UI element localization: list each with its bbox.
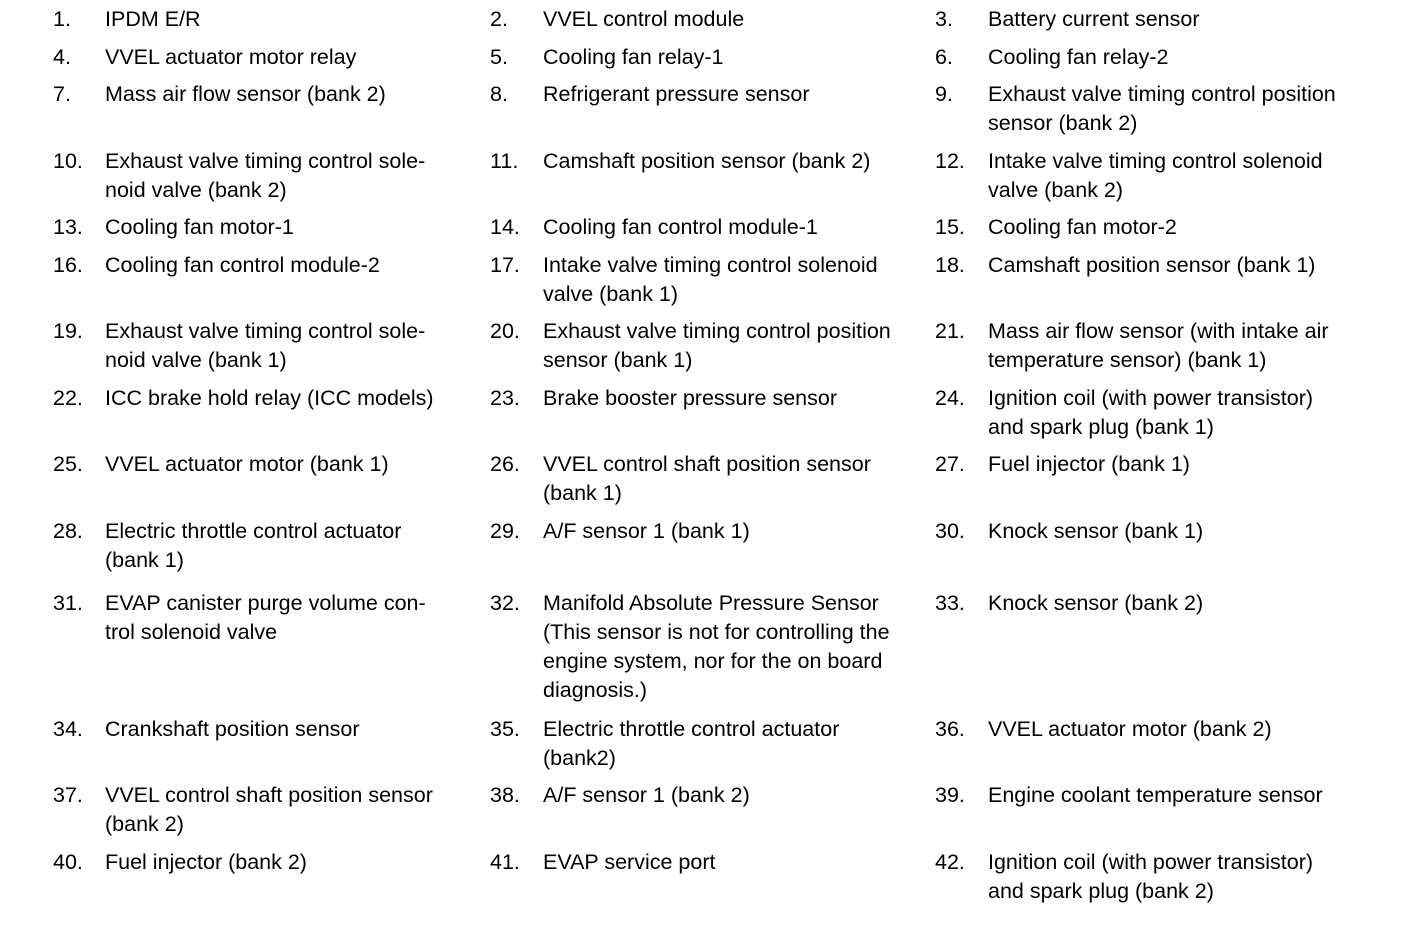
legend-item-label-line: VVEL control shaft position sensor [543, 452, 871, 476]
legend-item-label [543, 450, 871, 508]
legend-item-label [105, 450, 389, 479]
legend-item-number: 42. [935, 850, 965, 874]
legend-item-label [105, 80, 386, 109]
legend-item-label-line: (bank2) [543, 746, 616, 770]
legend-item-label-line: valve (bank 1) [543, 282, 679, 306]
legend-item-label-line: Knock sensor (bank 1) [988, 519, 1204, 543]
legend-item-label-line: Ignition coil (with power transistor) [988, 850, 1314, 874]
legend-item-label [543, 715, 839, 773]
legend-item-number: 28. [53, 519, 83, 543]
legend-item-number: 9. [935, 82, 953, 106]
legend-item-label [543, 213, 818, 242]
legend-item-number: 4. [53, 45, 71, 69]
legend-item-number: 38. [490, 783, 520, 807]
legend-item-label-line: VVEL actuator motor (bank 1) [105, 452, 389, 476]
legend-item-label [105, 848, 307, 877]
legend-item-label-line: VVEL actuator motor (bank 2) [988, 717, 1272, 741]
legend-item-label-line: A/F sensor 1 (bank 2) [543, 783, 750, 807]
legend-item-label [988, 384, 1313, 442]
legend-item-label [543, 589, 890, 705]
legend-item-label-line: A/F sensor 1 (bank 1) [543, 519, 750, 543]
legend-item-label-line: Intake valve timing control solenoid [988, 149, 1323, 173]
legend-item-number: 1. [53, 7, 71, 31]
legend-item-label [988, 589, 1203, 618]
legend-item-label-line: noid valve (bank 2) [105, 178, 287, 202]
legend-item-label-line: VVEL control shaft position sensor [105, 783, 433, 807]
legend-item-number: 31. [53, 591, 83, 615]
legend-item-label-line: trol solenoid valve [105, 620, 278, 644]
legend-item-label-line: valve (bank 2) [988, 178, 1124, 202]
legend-item-number: 40. [53, 850, 83, 874]
legend-item-number: 10. [53, 149, 83, 173]
legend-item-label-line: Cooling fan control module-1 [543, 215, 818, 239]
legend-item-label-line: Ignition coil (with power transistor) [988, 386, 1314, 410]
legend-item-label-line: Cooling fan relay-1 [543, 45, 724, 69]
legend-item-number: 33. [935, 591, 965, 615]
legend-item-label-line: Exhaust valve timing control sole- [105, 149, 426, 173]
legend-item-label [543, 147, 870, 176]
legend-item-label-line: diagnosis.) [543, 678, 647, 702]
legend-item-label-line: VVEL actuator motor relay [105, 45, 357, 69]
legend-item-number: 8. [490, 82, 508, 106]
legend-item-label-line: Fuel injector (bank 2) [105, 850, 307, 874]
legend-item-number: 20. [490, 319, 520, 343]
legend-item-label-line: ICC brake hold relay (ICC models) [105, 386, 434, 410]
legend-item-label [988, 43, 1168, 72]
legend-item-number: 39. [935, 783, 965, 807]
legend-item-label [105, 147, 425, 205]
legend-item-label [988, 251, 1315, 280]
legend-item-number: 14. [490, 215, 520, 239]
legend-item-label-line: Cooling fan motor-2 [988, 215, 1177, 239]
legend-item-label-line: Knock sensor (bank 2) [988, 591, 1204, 615]
legend-item-label-line: Intake valve timing control solenoid [543, 253, 878, 277]
legend-item-label [105, 251, 380, 280]
legend-item-label-line: Cooling fan relay-2 [988, 45, 1169, 69]
legend-item-label-line: engine system, nor for the on board [543, 649, 883, 673]
legend-item-label [988, 517, 1203, 546]
legend-item-label-line: IPDM E/R [105, 7, 201, 31]
legend-item-label [988, 781, 1323, 810]
legend-item-number: 41. [490, 850, 520, 874]
legend-item-label [543, 781, 750, 810]
legend-item-label-line: Camshaft position sensor (bank 2) [543, 149, 871, 173]
legend-item-label [988, 147, 1323, 205]
legend-item-label [105, 384, 434, 413]
legend-item-label-line: Refrigerant pressure sensor [543, 82, 810, 106]
legend-item-number: 16. [53, 253, 83, 277]
legend-item-label-line: (bank 1) [105, 548, 184, 572]
legend-item-number: 32. [490, 591, 520, 615]
legend-item-label-line: Mass air flow sensor (with intake air [988, 319, 1329, 343]
legend-item-label-line: Electric throttle control actuator [105, 519, 402, 543]
legend-item-number: 12. [935, 149, 965, 173]
legend-item-label-line: EVAP service port [543, 850, 716, 874]
legend-item-label [105, 317, 425, 375]
legend-item-label-line: Exhaust valve timing control position [988, 82, 1336, 106]
legend-item-label-line: Engine coolant temperature sensor [988, 783, 1323, 807]
legend-item-number: 5. [490, 45, 508, 69]
legend-item-label-line: Camshaft position sensor (bank 1) [988, 253, 1316, 277]
legend-item-label-line: (bank 2) [105, 812, 184, 836]
legend-item-label [543, 251, 878, 309]
legend-item-number: 30. [935, 519, 965, 543]
legend-item-label-line: noid valve (bank 1) [105, 348, 287, 372]
legend-item-label [543, 384, 837, 413]
legend-item-number: 7. [53, 82, 71, 106]
legend-item-number: 13. [53, 215, 83, 239]
legend-item-label-line: sensor (bank 2) [988, 111, 1138, 135]
legend-item-number: 23. [490, 386, 520, 410]
legend-item-number: 24. [935, 386, 965, 410]
legend-item-label-line: sensor (bank 1) [543, 348, 693, 372]
legend-item-label-line: Exhaust valve timing control sole- [105, 319, 426, 343]
legend-item-number: 17. [490, 253, 520, 277]
legend-item-number: 2. [490, 7, 508, 31]
legend-item-number: 19. [53, 319, 83, 343]
legend-item-number: 37. [53, 783, 83, 807]
legend-item-label-line: VVEL control module [543, 7, 745, 31]
legend-item-label [543, 317, 891, 375]
legend-item-label-line: EVAP canister purge volume con- [105, 591, 426, 615]
legend-item-label-line: temperature sensor) (bank 1) [988, 348, 1267, 372]
legend-item-label [543, 5, 744, 34]
legend-item-label-line: Crankshaft position sensor [105, 717, 360, 741]
legend-item-number: 26. [490, 452, 520, 476]
legend-item-label-line: Cooling fan motor-1 [105, 215, 294, 239]
legend-item-number: 6. [935, 45, 953, 69]
legend-item-label-line: and spark plug (bank 2) [988, 879, 1214, 903]
legend-item-label-line: Exhaust valve timing control position [543, 319, 891, 343]
legend-item-label-line: Fuel injector (bank 1) [988, 452, 1190, 476]
legend-item-number: 3. [935, 7, 953, 31]
legend-item-number: 15. [935, 215, 965, 239]
legend-item-label-line: Brake booster pressure sensor [543, 386, 837, 410]
legend-item-label [543, 517, 750, 546]
legend-item-label [988, 5, 1200, 34]
legend-item-label [988, 80, 1336, 138]
legend-item-number: 29. [490, 519, 520, 543]
legend-item-label [543, 43, 723, 72]
legend-item-label [105, 517, 401, 575]
legend-item-label [105, 213, 294, 242]
legend-item-number: 35. [490, 717, 520, 741]
legend-item-label-line: (This sensor is not for controlling the [543, 620, 890, 644]
legend-item-number: 27. [935, 452, 965, 476]
legend-item-label [988, 213, 1177, 242]
legend-item-number: 34. [53, 717, 83, 741]
legend-item-label [543, 80, 809, 109]
legend-item-label-line: Electric throttle control actuator [543, 717, 840, 741]
legend-item-label [105, 5, 201, 34]
legend-item-number: 25. [53, 452, 83, 476]
legend-item-label-line: (bank 1) [543, 481, 622, 505]
legend-item-label [988, 715, 1272, 744]
legend-item-number: 21. [935, 319, 965, 343]
legend-item-label [105, 589, 426, 647]
legend-item-label [543, 848, 715, 877]
legend-item-label [105, 781, 433, 839]
legend-item-label [988, 450, 1190, 479]
legend-item-number: 11. [490, 149, 519, 173]
legend-item-label [105, 43, 356, 72]
legend-item-label-line: and spark plug (bank 1) [988, 415, 1214, 439]
legend-item-label-line: Mass air flow sensor (bank 2) [105, 82, 386, 106]
legend-item-number: 36. [935, 717, 965, 741]
legend-item-label [988, 317, 1329, 375]
legend-item-label-line: Battery current sensor [988, 7, 1200, 31]
legend-item-number: 22. [53, 386, 83, 410]
legend-item-label [988, 848, 1313, 906]
legend-item-number: 18. [935, 253, 965, 277]
legend-item-label-line: Cooling fan control module-2 [105, 253, 380, 277]
legend-item-label [105, 715, 360, 744]
legend-item-label-line: Manifold Absolute Pressure Sensor [543, 591, 879, 615]
